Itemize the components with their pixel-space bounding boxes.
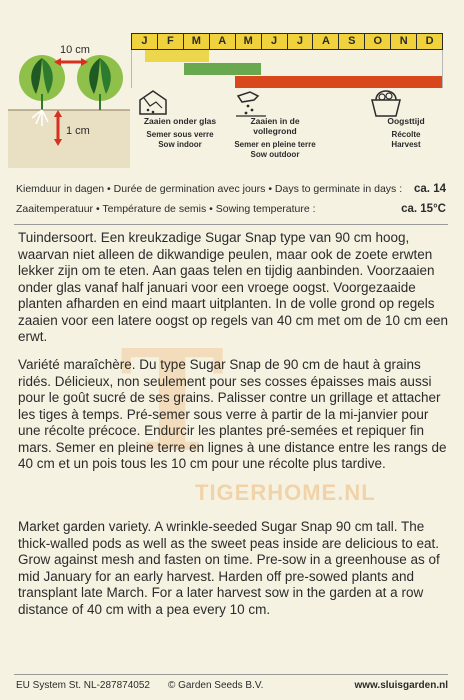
temperature-label: Zaaitemperatuur • Température de semis • Sowing temperature : (16, 203, 316, 215)
month-cell: S (339, 34, 365, 49)
planting-diagram (8, 28, 130, 168)
month-cell: A (210, 34, 236, 49)
germination-value: ca. 14 (414, 183, 446, 195)
description-french: Variété maraîchère. Du type Sugar Snap de 90 cm de haut à grains ridés. Délicieux, non seulement pour ses cosses épaisses mais aussi pour le goût sucré de ses grains. Palisser contre un grillage et attacher les tiges à temps. Pré-semer sous verre à partir de la mi-janvier pour une récolte précoce. Endurcir les plantes pré-semées et repiquer fin mars. Semer en pleine terre en lignes à une distance entre les rangs de 40 cm et un pois tous les 10 cm pour une récolte plus tardive. (18, 357, 447, 471)
legend-harvest-nl: Oogsttijd (387, 116, 425, 126)
divider (14, 674, 448, 675)
harvest-basket-icon (368, 84, 404, 118)
month-cell: J (288, 34, 314, 49)
sowing-calendar (131, 33, 443, 88)
sow-indoor-bar (145, 50, 210, 62)
month-cell: A (313, 34, 339, 49)
legend-harvest-fr: Récolte (391, 130, 421, 139)
germination-label: Kiemduur in dagen • Durée de germination avec jours • Days to germinate in days : (16, 183, 403, 195)
watermark-logo: T (120, 320, 225, 484)
month-cell: F (158, 34, 184, 49)
legend-sow-outdoor (230, 116, 320, 160)
depth-label: 1 cm (66, 125, 90, 137)
temperature-value: ca. 15°C (401, 203, 446, 215)
certification-number: EU System St. NL-287874052 (16, 680, 150, 691)
month-cell: M (184, 34, 210, 49)
brand-copyright: © Garden Seeds B.V. (168, 680, 264, 691)
sowing-hand-icon (234, 88, 268, 118)
germination-row (16, 183, 446, 195)
legend-outdoor-fr: Semer en pleine terre (234, 140, 316, 149)
legend-indoor-nl: Zaaien onder glas (143, 116, 217, 126)
month-cell: M (236, 34, 262, 49)
harvest-bar (235, 76, 442, 88)
legend-harvest (356, 116, 456, 150)
greenhouse-hand-icon (136, 88, 170, 118)
month-header (131, 33, 443, 50)
legend-sow-indoor (135, 116, 225, 150)
description-english: Market garden variety. A wrinkle-seeded Sugar Snap 90 cm tall. The thick-walled pods as well as the sweet peas inside are delicious to eat. Grow against mesh and fasten on time. Pre-sow in a greenhouse as of mid January for an early harvest. Harden off pre-sowed plants and transplant late March. For a later harvest sow in the garden at a row distance of 40 cm with a pea every 10 cm. (18, 519, 440, 617)
legend-harvest-en: Harvest (391, 140, 421, 149)
sow-indoor-row (132, 50, 442, 62)
month-cell: J (132, 34, 158, 49)
website-link[interactable]: www.sluisgarden.nl (354, 680, 448, 691)
month-cell: O (365, 34, 391, 49)
temperature-row (16, 203, 446, 215)
legend-indoor-en: Sow indoor (158, 140, 202, 149)
legend-indoor-fr: Semer sous verre (146, 130, 214, 139)
legend-outdoor-en: Sow outdoor (250, 150, 300, 159)
month-cell: D (417, 34, 442, 49)
divider (14, 224, 448, 225)
sow-outdoor-row (132, 63, 442, 75)
description-dutch: Tuindersoort. Een kreukzadige Sugar Snap type van 90 cm hoog, waarvan niet alleen de dikwandige peulen, maar ook de zoete erwten lekker zijn om te eten. Aan gaas telen en tijdig aanbinden. Voorzaaien onder glas vanaf half januari voor een vroege oogst. Voorgezaaide planten afharden en eind maart uitplanten. In de volle grond op regels zaaien voor een latere oogst op regels van 40 cm met om de 10 cm een erwt. (18, 230, 448, 344)
calendar-bars (131, 50, 443, 88)
watermark-text: TIGERHOME.NL (195, 480, 376, 505)
sow-outdoor-bar (184, 63, 262, 75)
month-cell: N (391, 34, 417, 49)
spacing-label: 10 cm (60, 44, 90, 56)
legend-outdoor-nl: Zaaien in de vollegrond (250, 116, 300, 136)
month-cell: J (262, 34, 288, 49)
